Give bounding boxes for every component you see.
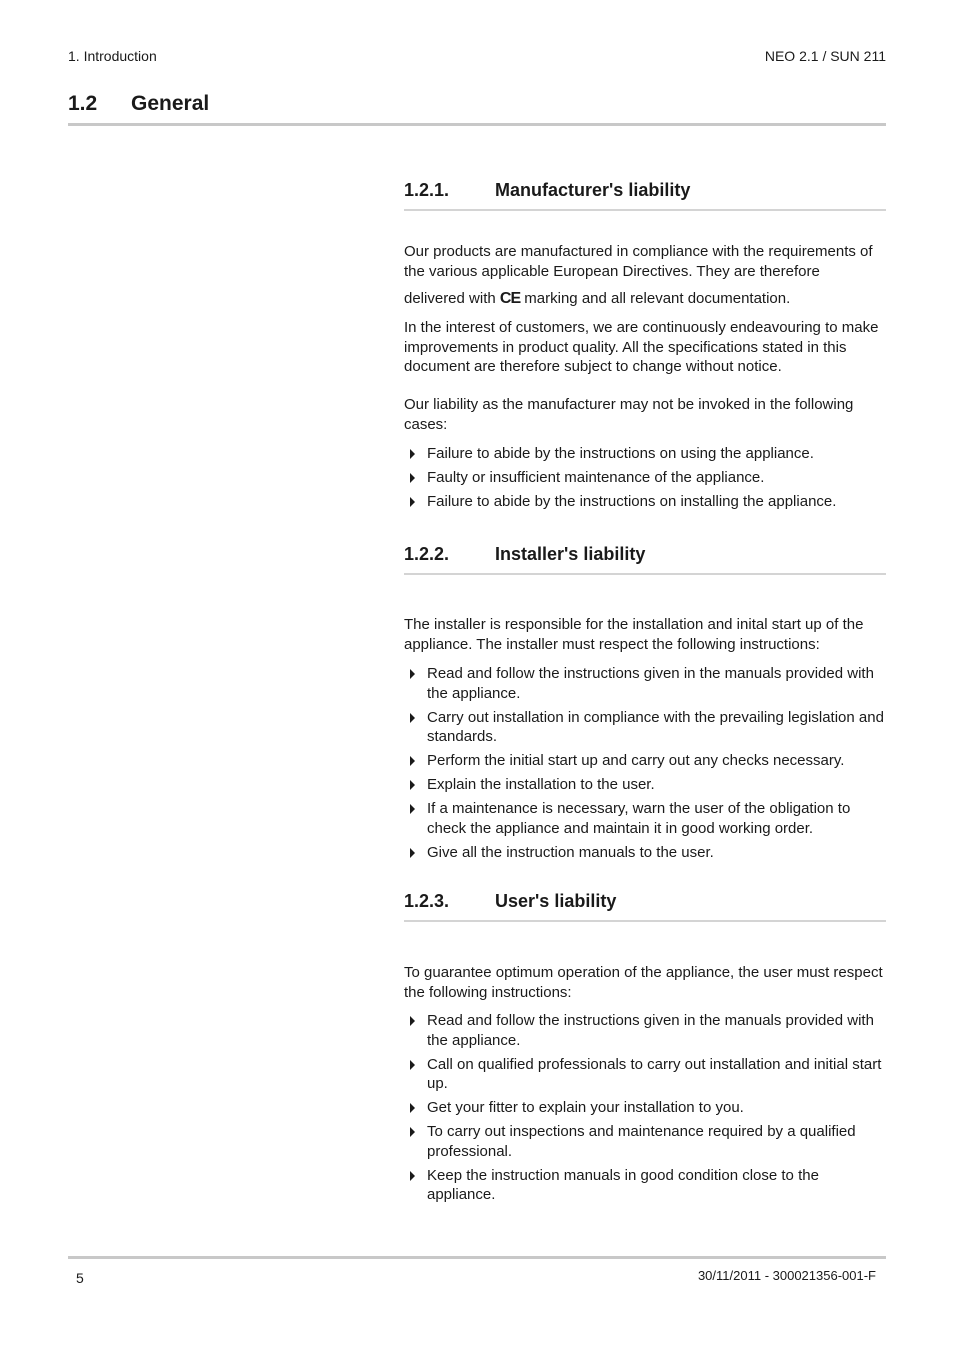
section-title [68, 90, 886, 126]
document-reference: 30/11/2011 - 300021356-001-F [697, 1268, 876, 1283]
list-item: Call on qualified professionals to carry out installation and initial start up. [404, 1055, 888, 1094]
subsection-number: 1.2.1. [404, 180, 450, 200]
installer-para-1: The installer is responsible for the installation and inital start up of the appliance. The installer must respect the following instructions: [404, 616, 864, 653]
bullet-arrow-icon [410, 473, 415, 483]
section-heading: General [131, 92, 210, 115]
bullet-arrow-icon [410, 756, 415, 766]
bullet-arrow-icon [410, 449, 415, 459]
list-item: Give all the instruction manuals to the user. [404, 843, 888, 863]
subsection-number: 1.2.3. [404, 891, 450, 911]
bullet-arrow-icon [410, 713, 415, 723]
list-item: Read and follow the instructions given in the manuals provided with the appliance. [404, 664, 888, 703]
list-item: To carry out inspections and maintenance required by a qualified professional. [404, 1122, 888, 1161]
ce-mark-icon: CE [499, 290, 521, 307]
bullet-arrow-icon [410, 804, 415, 814]
bullet-arrow-icon [410, 1016, 415, 1026]
list-item: If a maintenance is necessary, warn the user of the obligation to check the appliance and maintain it in good working order. [404, 799, 888, 838]
list-item: Keep the instruction manuals in good condition close to the appliance. [404, 1166, 888, 1205]
list-item: Faulty or insufficient maintenance of the appliance. [404, 468, 888, 488]
subsection-manufacturer-title [404, 180, 886, 211]
bullet-arrow-icon [410, 1127, 415, 1137]
user-para-1: To guarantee optimum operation of the appliance, the user must respect the following instructions: [404, 964, 883, 1001]
subsection-heading: Manufacturer's liability [495, 180, 691, 200]
subsection-installer-title [404, 544, 886, 575]
ce-post-text: marking and all relevant documentation. [524, 290, 791, 307]
subsection-number: 1.2.2. [404, 544, 450, 564]
bullet-arrow-icon [410, 1060, 415, 1070]
header-product: NEO 2.1 / SUN 211 [764, 48, 886, 64]
manufacturer-para-3: Our liability as the manufacturer may not be invoked in the following cases: [404, 396, 854, 433]
subsection-heading: User's liability [495, 891, 617, 911]
list-item: Read and follow the instructions given in the manuals provided with the appliance. [404, 1011, 888, 1050]
list-item: Failure to abide by the instructions on using the appliance. [404, 444, 888, 464]
bullet-arrow-icon [410, 848, 415, 858]
manufacturer-para-2: In the interest of customers, we are continuously endeavouring to make improvements in product quality. All the specifications stated in this document are therefore subject to change without notice. [404, 319, 879, 375]
list-item: Explain the installation to the user. [404, 775, 888, 795]
page-number: 5 [76, 1270, 84, 1286]
bullet-arrow-icon [410, 497, 415, 507]
footer-divider [68, 1256, 886, 1259]
list-item: Perform the initial start up and carry out any checks necessary. [404, 751, 888, 771]
installer-list [404, 664, 888, 867]
section-number: 1.2 [68, 92, 98, 115]
bullet-arrow-icon [410, 669, 415, 679]
bullet-arrow-icon [410, 780, 415, 790]
list-item: Carry out installation in compliance with the prevailing legislation and standards. [404, 708, 888, 747]
list-item: Get your fitter to explain your installation to you. [404, 1098, 888, 1118]
manufacturer-list [404, 444, 888, 516]
list-item: Failure to abide by the instructions on installing the appliance. [404, 492, 888, 512]
bullet-arrow-icon [410, 1103, 415, 1113]
bullet-arrow-icon [410, 1171, 415, 1181]
manufacturer-para-1: Our products are manufactured in compliance with the requirements of the various applicable European Directives. They are therefore [404, 243, 873, 280]
manufacturer-para-ce [404, 289, 888, 309]
subsection-heading: Installer's liability [495, 544, 646, 564]
header-chapter: 1. Introduction [68, 48, 157, 64]
ce-pre-text: delivered with [404, 290, 496, 307]
user-list [404, 1011, 888, 1209]
subsection-user-title [404, 891, 886, 922]
